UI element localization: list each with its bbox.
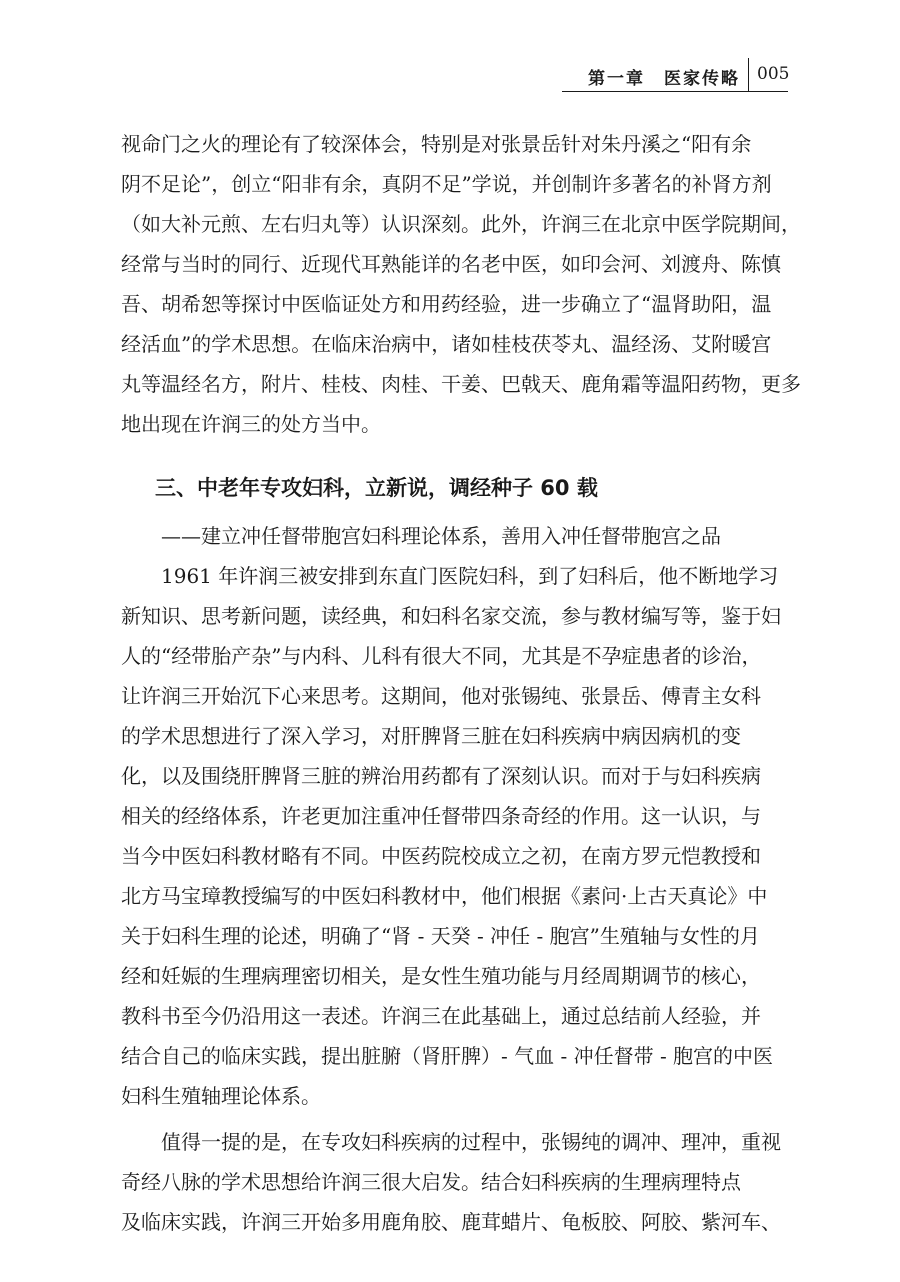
- text-line: （如大补元煎、左右归丸等）认识深刻。此外，许润三在北京中医学院期间，: [121, 212, 801, 236]
- text-line: 1961 年许润三被安排到东直门医院妇科，到了妇科后，他不断地学习: [161, 564, 779, 588]
- text-line: 吾、胡希恕等探讨中医临证处方和用药经验，进一步确立了“温肾助阳，温: [121, 292, 772, 316]
- text-line: 北方马宝璋教授编写的中医妇科教材中，他们根据《素问·上古天真论》中: [121, 884, 768, 908]
- paragraph-1: [121, 124, 801, 444]
- text-line: 人的“经带胎产杂”与内科、儿科有很大不同，尤其是不孕症患者的诊治，: [121, 644, 762, 668]
- paragraph-2: [121, 556, 796, 1116]
- text-line: 经活血”的学术思想。在临床治病中，诸如桂枝茯苓丸、温经汤、艾附暖宫: [121, 332, 772, 356]
- text-line: 妇科生殖轴理论体系。: [121, 1084, 321, 1108]
- text-line: 奇经八脉的学术思想给许润三很大启发。结合妇科疾病的生理病理特点: [121, 1170, 741, 1194]
- text-line: 的学术思想进行了深入学习，对肝脾肾三脏在妇科疾病中病因病机的变: [121, 724, 741, 748]
- text-line: 阴不足论”，创立“阳非有余，真阴不足”学说，并创制许多著名的补肾方剂: [121, 172, 772, 196]
- text-line: 结合自己的临床实践，提出脏腑（肾肝脾）- 气血 - 冲任督带 - 胞宫的中医: [121, 1044, 774, 1068]
- header-rule: [562, 91, 788, 92]
- text-line: 地出现在许润三的处方当中。: [121, 412, 381, 436]
- text-line: 经常与当时的同行、近现代耳熟能详的名老中医，如印会河、刘渡舟、陈慎: [121, 252, 781, 276]
- text-line: 值得一提的是，在专攻妇科疾病的过程中，张锡纯的调冲、理冲，重视: [161, 1130, 781, 1154]
- text-line: 丸等温经名方，附片、桂枝、肉桂、干姜、巴戟天、鹿角霜等温阳药物，更多: [121, 372, 801, 396]
- text-line: 教科书至今仍沿用这一表述。许润三在此基础上，通过总结前人经验，并: [121, 1004, 761, 1028]
- text-line: 经和妊娠的生理病理密切相关，是女性生殖功能与月经周期调节的核心，: [121, 964, 761, 988]
- page-body: [121, 124, 801, 1242]
- chapter-title: 第一章 医家传略: [588, 69, 740, 89]
- section-heading: 三、中老年专攻妇科，立新说，调经种子 60 载: [155, 476, 598, 500]
- page-number: 005: [757, 64, 790, 84]
- paragraph-3: [121, 1122, 796, 1242]
- header-divider: [748, 58, 749, 92]
- section-subheading: ——建立冲任督带胞宫妇科理论体系，善用入冲任督带胞宫之品: [161, 524, 721, 548]
- running-header: [0, 58, 900, 94]
- text-line: 新知识、思考新问题，读经典，和妇科名家交流，参与教材编写等，鉴于妇: [121, 604, 781, 628]
- text-line: 让许润三开始沉下心来思考。这期间，他对张锡纯、张景岳、傅青主女科: [121, 684, 761, 708]
- text-line: 化，以及围绕肝脾肾三脏的辨治用药都有了深刻认识。而对于与妇科疾病: [121, 764, 761, 788]
- text-line: 视命门之火的理论有了较深体会，特别是对张景岳针对朱丹溪之“阳有余: [121, 132, 752, 156]
- text-line: 相关的经络体系，许老更加注重冲任督带四条奇经的作用。这一认识，与: [121, 804, 761, 828]
- text-line: 及临床实践，许润三开始多用鹿角胶、鹿茸蜡片、龟板胶、阿胶、紫河车、: [121, 1210, 781, 1234]
- text-line: 当今中医妇科教材略有不同。中医药院校成立之初，在南方罗元恺教授和: [121, 844, 761, 868]
- text-line: 关于妇科生理的论述，明确了“肾 - 天癸 - 冲任 - 胞宫”生殖轴与女性的月: [121, 924, 760, 948]
